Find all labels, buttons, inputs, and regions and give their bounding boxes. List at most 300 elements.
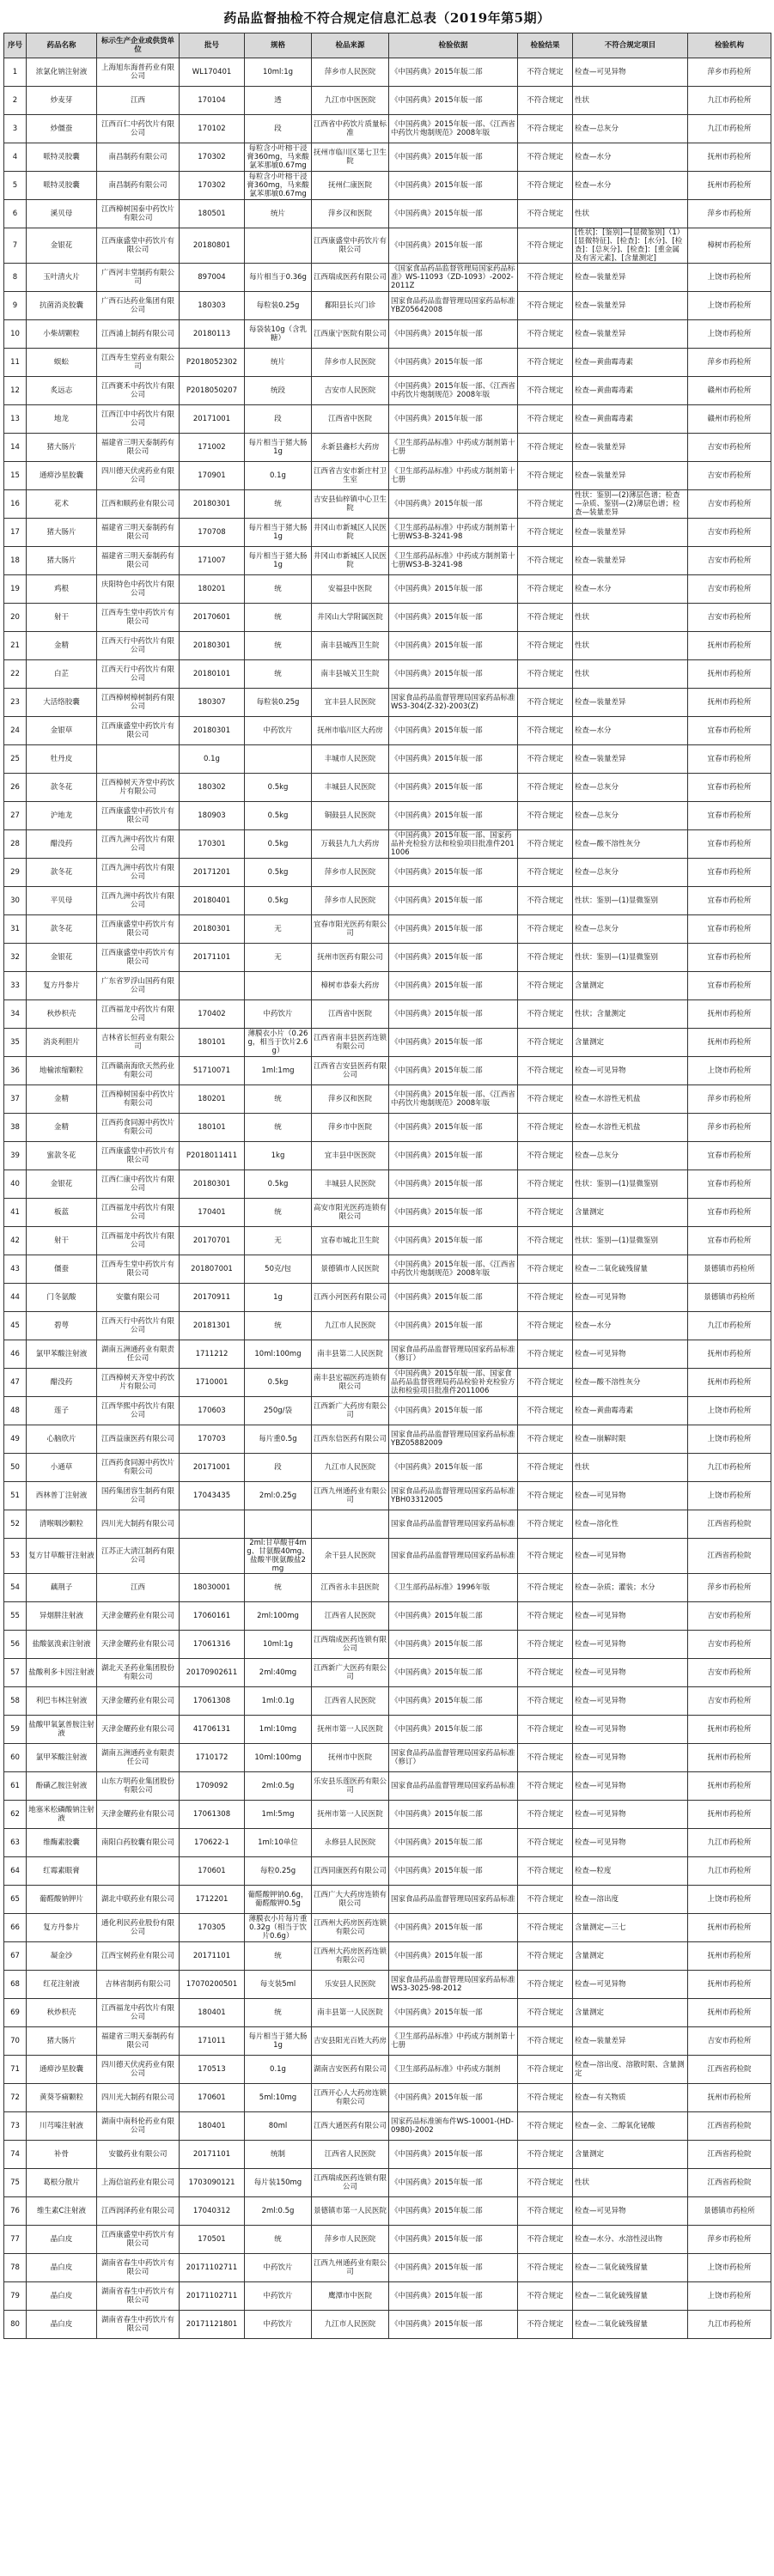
cell-lab: 景德镇市药检所 xyxy=(688,2197,771,2226)
cell-manufacturer: 江西润泽药业有限公司 xyxy=(97,2197,180,2226)
cell-result: 不符合规定 xyxy=(518,1255,573,1284)
cell-manufacturer: 四川光大制药有限公司 xyxy=(97,2084,180,2112)
cell-lab: 樟树市药检所 xyxy=(688,228,771,264)
table-row xyxy=(4,1114,771,1142)
cell-batch: 20170701 xyxy=(180,1227,245,1255)
cell-index: 23 xyxy=(4,689,27,717)
cell-batch: 170622-1 xyxy=(180,1829,245,1857)
cell-failed-item: 性状：鉴别—(1)显微鉴别 xyxy=(573,944,688,972)
cell-lab: 抚州市药检所 xyxy=(688,1340,771,1369)
cell-spec: 10ml:1g xyxy=(245,1631,312,1659)
cell-lab: 抚州市药检所 xyxy=(688,1029,771,1057)
cell-failed-item: 检查—可见异物 xyxy=(573,1829,688,1857)
cell-batch: 20170911 xyxy=(180,1284,245,1312)
cell-batch: 20180301 xyxy=(180,1170,245,1199)
table-row xyxy=(4,1170,771,1199)
cell-basis: 《中国药典》2015年版二部 xyxy=(389,58,518,87)
table-row xyxy=(4,434,771,462)
cell-batch: 171007 xyxy=(180,547,245,575)
cell-index: 80 xyxy=(4,2311,27,2339)
cell-manufacturer: 福建省三明天泰制药有限公司 xyxy=(97,2027,180,2056)
cell-lab: 宜春市药检所 xyxy=(688,717,771,745)
cell-manufacturer: 江西江中中药饮片有限公司 xyxy=(97,405,180,434)
cell-drug-name: 藕荆子 xyxy=(27,1574,97,1602)
cell-source: 南丰县城西卫生院 xyxy=(312,632,389,660)
cell-basis: 国家食品药品监督管理局国家药品标准（修订） xyxy=(389,1744,518,1772)
cell-lab: 九江市药检所 xyxy=(688,1312,771,1340)
cell-lab: 吉安市药检所 xyxy=(688,490,771,519)
cell-drug-name: 炒僵蚕 xyxy=(27,115,97,143)
table-row xyxy=(4,1454,771,1482)
table-row xyxy=(4,200,771,228)
cell-manufacturer: 天津金耀药业有限公司 xyxy=(97,1801,180,1829)
cell-failed-item: 检查—可见异物 xyxy=(573,1602,688,1631)
table-row xyxy=(4,1914,771,1942)
cell-drug-name: 牡丹皮 xyxy=(27,745,97,774)
cell-manufacturer: 南阳白药胶囊有限公司 xyxy=(97,1829,180,1857)
cell-index: 43 xyxy=(4,1255,27,1284)
cell-basis: 《中国药典》2015年版一部 xyxy=(389,1312,518,1340)
cell-drug-name: 蜈蚣 xyxy=(27,349,97,377)
cell-index: 14 xyxy=(4,434,27,462)
table-row xyxy=(4,2056,771,2084)
cell-spec: 每片相当于0.36g xyxy=(245,264,312,292)
cell-batch: 171011 xyxy=(180,2027,245,2056)
cell-result: 不符合规定 xyxy=(518,2056,573,2084)
cell-spec: 0.5kg xyxy=(245,887,312,915)
cell-failed-item: 检查—二氧化硫残留量 xyxy=(573,2311,688,2339)
cell-basis: 《中国药典》2015年版一部 xyxy=(389,1942,518,1971)
cell-lab: 宜春市药检所 xyxy=(688,1227,771,1255)
cell-lab: 吉安市药检所 xyxy=(688,1687,771,1716)
cell-result: 不符合规定 xyxy=(518,1857,573,1886)
cell-failed-item: 检查—水分、水溶性浸出物 xyxy=(573,2226,688,2254)
cell-batch: 20171101 xyxy=(180,2141,245,2169)
cell-spec: 中药饮片 xyxy=(245,717,312,745)
cell-failed-item: 检查—可见异物 xyxy=(573,1631,688,1659)
cell-index: 72 xyxy=(4,2084,27,2112)
cell-manufacturer: 安徽有限公司 xyxy=(97,1284,180,1312)
cell-drug-name: 抗菌消炎胶囊 xyxy=(27,292,97,320)
cell-result: 不符合规定 xyxy=(518,1687,573,1716)
cell-lab: 宜春市药检所 xyxy=(688,859,771,887)
cell-failed-item: 检查—装量差异 xyxy=(573,320,688,349)
cell-spec: 2ml:甘草酸苷4mg、甘氨酸40mg、盐酸半胱氨酸盐2mg xyxy=(245,1539,312,1574)
cell-manufacturer: 上海旭东海普药业有限公司 xyxy=(97,58,180,87)
cell-lab: 景德镇市药检所 xyxy=(688,1255,771,1284)
cell-spec: 统 xyxy=(245,604,312,632)
cell-source: 井冈山大学附属医院 xyxy=(312,604,389,632)
cell-result: 不符合规定 xyxy=(518,2084,573,2112)
cell-drug-name: 板蓝 xyxy=(27,1199,97,1227)
table-row xyxy=(4,377,771,405)
table-row xyxy=(4,172,771,200)
table-row xyxy=(4,1425,771,1454)
cell-failed-item: 性状：鉴别—(1)显微鉴别 xyxy=(573,1227,688,1255)
cell-source: 乐安县乐莲医药有限公司 xyxy=(312,1772,389,1801)
cell-result: 不符合规定 xyxy=(518,1510,573,1539)
cell-result: 不符合规定 xyxy=(518,1340,573,1369)
cell-index: 34 xyxy=(4,1000,27,1029)
cell-manufacturer: 湖南省春生中药饮片有限公司 xyxy=(97,2254,180,2282)
cell-result: 不符合规定 xyxy=(518,58,573,87)
cell-source: 江西东信医药有限公司 xyxy=(312,1425,389,1454)
cell-result: 不符合规定 xyxy=(518,1659,573,1687)
cell-batch: 180401 xyxy=(180,2112,245,2141)
table-row xyxy=(4,2027,771,2056)
cell-result: 不符合规定 xyxy=(518,944,573,972)
cell-manufacturer: 广东省罗浮山国药有限公司 xyxy=(97,972,180,1000)
cell-basis: 国家食品药品监督管理局国家药品标准WS3-304(Z-32)-2003(Z) xyxy=(389,689,518,717)
cell-drug-name: 利巴韦林注射液 xyxy=(27,1687,97,1716)
cell-source: 江西州大药房医药连锁有限公司 xyxy=(312,1942,389,1971)
cell-lab: 江西省药检院 xyxy=(688,2169,771,2197)
cell-failed-item: 性状：鉴别—(2)薄层色谱；检查—杂质、鉴别—(2)薄层色谱；检查—装量差异 xyxy=(573,490,688,519)
cell-spec: 250g/袋 xyxy=(245,1397,312,1425)
cell-spec: 统 xyxy=(245,632,312,660)
cell-batch: 170513 xyxy=(180,2056,245,2084)
cell-spec xyxy=(245,228,312,264)
cell-result: 不符合规定 xyxy=(518,2112,573,2141)
cell-spec: 2ml:40mg xyxy=(245,1659,312,1687)
cell-basis: 《中国药典》2015年版一部 xyxy=(389,349,518,377)
cell-source: 萍乡市人民医院 xyxy=(312,58,389,87)
cell-result: 不符合规定 xyxy=(518,1312,573,1340)
cell-source: 江西省南丰县医药连锁有限公司 xyxy=(312,1029,389,1057)
cell-drug-name: 酚磺乙胺注射液 xyxy=(27,1772,97,1801)
cell-manufacturer: 湖北中联药业有限公司 xyxy=(97,1886,180,1914)
cell-manufacturer: 江西仁康中药饮片有限公司 xyxy=(97,1170,180,1199)
cell-manufacturer xyxy=(97,745,180,774)
cell-failed-item: 检查—有关物质 xyxy=(573,2084,688,2112)
table-row xyxy=(4,1199,771,1227)
cell-batch: P2018011411 xyxy=(180,1142,245,1170)
cell-batch: 20180101 xyxy=(180,660,245,689)
table-row xyxy=(4,1539,771,1574)
cell-lab: 抚州市药检所 xyxy=(688,632,771,660)
cell-lab: 九江市药检所 xyxy=(688,1829,771,1857)
cell-source: 安福县中医院 xyxy=(312,575,389,604)
cell-spec: 0.5kg xyxy=(245,830,312,859)
cell-result: 不符合规定 xyxy=(518,1999,573,2027)
cell-failed-item: 检查—崩解时限 xyxy=(573,1425,688,1454)
cell-lab: 上饶市药检所 xyxy=(688,2254,771,2282)
cell-manufacturer: 江西九洲中药饮片有限公司 xyxy=(97,887,180,915)
cell-index: 44 xyxy=(4,1284,27,1312)
cell-manufacturer: 江西康盛堂中药饮片有限公司 xyxy=(97,915,180,944)
cell-batch: 170601 xyxy=(180,1857,245,1886)
cell-index: 6 xyxy=(4,200,27,228)
cell-result: 不符合规定 xyxy=(518,1057,573,1085)
cell-batch: 180401 xyxy=(180,1999,245,2027)
table-row xyxy=(4,660,771,689)
cell-index: 3 xyxy=(4,115,27,143)
cell-batch: 17061308 xyxy=(180,1687,245,1716)
cell-batch: 20171102711 xyxy=(180,2254,245,2282)
cell-source: 景德镇市第一人民医院 xyxy=(312,2197,389,2226)
cell-manufacturer: 江西福龙中药饮片有限公司 xyxy=(97,1999,180,2027)
cell-spec: 10ml:1g xyxy=(245,58,312,87)
cell-drug-name: 异烟肼注射液 xyxy=(27,1602,97,1631)
cell-index: 78 xyxy=(4,2254,27,2282)
cell-lab: 萍乡市药检所 xyxy=(688,58,771,87)
cell-failed-item: 检查—溶化性 xyxy=(573,1510,688,1539)
cell-drug-name: 晶白皮 xyxy=(27,2282,97,2311)
cell-failed-item: 检查—装量差异 xyxy=(573,2027,688,2056)
cell-failed-item: 性状：鉴别—(1)显微鉴别 xyxy=(573,887,688,915)
cell-result: 不符合规定 xyxy=(518,87,573,115)
cell-source: 抚州市第一人民医院 xyxy=(312,1801,389,1829)
cell-basis: 国家食品药品监督管理局国家药品标准 xyxy=(389,1539,518,1574)
table-row xyxy=(4,143,771,172)
cell-index: 41 xyxy=(4,1199,27,1227)
cell-source xyxy=(312,1510,389,1539)
cell-failed-item: 检查—可见异物 xyxy=(573,1284,688,1312)
table-row xyxy=(4,1772,771,1801)
cell-basis: 《中国药典》2015年版一部 xyxy=(389,2169,518,2197)
cell-index: 4 xyxy=(4,143,27,172)
cell-failed-item: 检查—可见异物 xyxy=(573,1744,688,1772)
cell-drug-name: 玉叶清火片 xyxy=(27,264,97,292)
cell-basis: 国家食品药品监督管理局国家药品标准YBH03312005 xyxy=(389,1482,518,1510)
cell-failed-item: 检查—装量差异 xyxy=(573,462,688,490)
cell-source: 永修县人民医院 xyxy=(312,1829,389,1857)
cell-spec xyxy=(245,972,312,1000)
cell-basis: 《中国药典》2015年版一部、《江西省中药饮片炮制规范》2008年版 xyxy=(389,377,518,405)
cell-basis: 《中国药典》2015年版一部 xyxy=(389,490,518,519)
cell-index: 35 xyxy=(4,1029,27,1057)
cell-failed-item: 检查—二氧化硫残留量 xyxy=(573,2254,688,2282)
cell-drug-name: 款冬花 xyxy=(27,774,97,802)
cell-lab: 宜春市药检所 xyxy=(688,830,771,859)
cell-result: 不符合规定 xyxy=(518,2027,573,2056)
cell-spec: 每片装150mg xyxy=(245,2169,312,2197)
cell-failed-item: 检查—水分 xyxy=(573,575,688,604)
cell-lab: 上饶市药检所 xyxy=(688,1482,771,1510)
cell-basis: 《中国药典》2015年版一部 xyxy=(389,2084,518,2112)
cell-batch: 20180113 xyxy=(180,320,245,349)
cell-lab: 抚州市药检所 xyxy=(688,1914,771,1942)
cell-index: 61 xyxy=(4,1772,27,1801)
cell-lab: 宜春市药检所 xyxy=(688,802,771,830)
cell-source: 丰城市人民医院 xyxy=(312,745,389,774)
cell-spec: 统片 xyxy=(245,349,312,377)
cell-batch: 20180301 xyxy=(180,717,245,745)
table-row xyxy=(4,1142,771,1170)
table-row xyxy=(4,1397,771,1425)
cell-index: 28 xyxy=(4,830,27,859)
cell-index: 68 xyxy=(4,1971,27,1999)
cell-batch: 20171001 xyxy=(180,1454,245,1482)
cell-drug-name: 心脑欣片 xyxy=(27,1425,97,1454)
cell-batch: 1711212 xyxy=(180,1340,245,1369)
cell-failed-item: 检查—装量差异 xyxy=(573,264,688,292)
table-row xyxy=(4,2311,771,2339)
cell-manufacturer: 江西寿生堂中药饮片有限公司 xyxy=(97,1255,180,1284)
cell-drug-name: 补骨 xyxy=(27,2141,97,2169)
cell-basis: 《卫生部药品标准》1996年版 xyxy=(389,1574,518,1602)
cell-result: 不符合规定 xyxy=(518,2169,573,2197)
cell-lab: 宜春市药检所 xyxy=(688,972,771,1000)
cell-basis: 国家食品药品监督管理局国家药品标准 xyxy=(389,1886,518,1914)
cell-lab: 吉安市药检所 xyxy=(688,1602,771,1631)
cell-source: 余干县人民医院 xyxy=(312,1539,389,1574)
cell-result: 不符合规定 xyxy=(518,802,573,830)
cell-index: 8 xyxy=(4,264,27,292)
cell-spec: 统 xyxy=(245,1574,312,1602)
cell-drug-name: 鸡根 xyxy=(27,575,97,604)
cell-drug-name: 射干 xyxy=(27,1227,97,1255)
cell-manufacturer: 江西康盛堂中药饮片有限公司 xyxy=(97,717,180,745)
cell-source: 鹰潭市中医院 xyxy=(312,2282,389,2311)
cell-lab: 宜春市药检所 xyxy=(688,887,771,915)
cell-spec: 统 xyxy=(245,1199,312,1227)
cell-failed-item: 检查—水分 xyxy=(573,143,688,172)
cell-failed-item: 检查—杂质；灌装；水分 xyxy=(573,1574,688,1602)
cell-spec: 每片相当于猪大肠1g xyxy=(245,434,312,462)
cell-index: 67 xyxy=(4,1942,27,1971)
table-row xyxy=(4,1057,771,1085)
cell-basis: 国家药品标准颁布件WS-10001-(HD-0980)-2002 xyxy=(389,2112,518,2141)
cell-failed-item: 检查—金、二醇氧化铋酸 xyxy=(573,2112,688,2141)
cell-lab: 上饶市药检所 xyxy=(688,292,771,320)
cell-index: 19 xyxy=(4,575,27,604)
cell-spec: 每粒装0.25g xyxy=(245,292,312,320)
cell-manufacturer: 江西康盛堂中药饮片有限公司 xyxy=(97,944,180,972)
table-row xyxy=(4,320,771,349)
cell-manufacturer: 江西药食同源中药饮片有限公司 xyxy=(97,1114,180,1142)
cell-manufacturer: 江西天行中药饮片有限公司 xyxy=(97,660,180,689)
cell-batch: 41706131 xyxy=(180,1716,245,1744)
cell-spec: 段 xyxy=(245,1454,312,1482)
cell-result: 不符合规定 xyxy=(518,1716,573,1744)
cell-basis: 《中国药典》2015年版一部 xyxy=(389,859,518,887)
cell-result: 不符合规定 xyxy=(518,1000,573,1029)
cell-manufacturer: 江西福龙中药饮片有限公司 xyxy=(97,1000,180,1029)
cell-result: 不符合规定 xyxy=(518,689,573,717)
cell-source: 江西州大药房医药连锁有限公司 xyxy=(312,1914,389,1942)
cell-spec: 每粒含小叶榕干浸膏360mg，马来酸氯苯那敏0.67mg xyxy=(245,143,312,172)
cell-result: 不符合规定 xyxy=(518,2282,573,2311)
cell-spec: 中药饮片 xyxy=(245,2254,312,2282)
cell-batch: 20171102711 xyxy=(180,2282,245,2311)
cell-index: 45 xyxy=(4,1312,27,1340)
cell-drug-name: 金银花 xyxy=(27,1170,97,1199)
cell-index: 48 xyxy=(4,1397,27,1425)
cell-batch: 20171101 xyxy=(180,944,245,972)
cell-lab: 萍乡市药检所 xyxy=(688,1085,771,1114)
cell-drug-name: 射干 xyxy=(27,604,97,632)
cell-drug-name: 金银花 xyxy=(27,228,97,264)
cell-spec: 2ml:100mg xyxy=(245,1602,312,1631)
cell-failed-item: 检查—总灰分 xyxy=(573,802,688,830)
cell-lab: 九江市药检所 xyxy=(688,115,771,143)
cell-index: 57 xyxy=(4,1659,27,1687)
table-row xyxy=(4,1085,771,1114)
cell-index: 70 xyxy=(4,2027,27,2056)
cell-spec: 每粒装0.25g xyxy=(245,689,312,717)
cell-basis: 《卫生部药品标准》中药成方制剂 xyxy=(389,2056,518,2084)
cell-source: 江西瑞成医药连锁有限公司 xyxy=(312,2169,389,2197)
cell-spec: 50克/包 xyxy=(245,1255,312,1284)
cell-failed-item: 检查—可见异物 xyxy=(573,2197,688,2226)
cell-manufacturer: 江西赣南海欣天然药业有限公司 xyxy=(97,1057,180,1085)
cell-source: 景德镇市人民医院 xyxy=(312,1255,389,1284)
cell-drug-name: 沪地龙 xyxy=(27,802,97,830)
header-lab: 检验机构 xyxy=(688,33,771,58)
cell-spec: 段 xyxy=(245,405,312,434)
table-row xyxy=(4,1716,771,1744)
cell-failed-item: 检查—可见异物 xyxy=(573,1971,688,1999)
cell-index: 75 xyxy=(4,2169,27,2197)
cell-lab: 赣州市药检所 xyxy=(688,377,771,405)
cell-batch: 20180301 xyxy=(180,632,245,660)
cell-source: 江西九州通药业有限公司 xyxy=(312,1482,389,1510)
cell-lab: 宜春市药检所 xyxy=(688,1142,771,1170)
cell-batch: 17061308 xyxy=(180,1801,245,1829)
cell-drug-name: 金银花 xyxy=(27,944,97,972)
cell-lab: 江西省药检院 xyxy=(688,2112,771,2141)
cell-failed-item: 性状 xyxy=(573,87,688,115)
cell-spec: 1ml:5mg xyxy=(245,1801,312,1829)
table-row xyxy=(4,1687,771,1716)
cell-drug-name: 猪大肠片 xyxy=(27,547,97,575)
cell-drug-name: 葛根分散片 xyxy=(27,2169,97,2197)
cell-failed-item: 性状 xyxy=(573,1454,688,1482)
cell-index: 32 xyxy=(4,944,27,972)
cell-source: 鄱阳县长兴门诊 xyxy=(312,292,389,320)
header-spec: 规格 xyxy=(245,33,312,58)
cell-failed-item: 含量测定 xyxy=(573,972,688,1000)
cell-source: 江西省中医院 xyxy=(312,405,389,434)
table-row xyxy=(4,2084,771,2112)
cell-manufacturer: 江西和顺药业有限公司 xyxy=(97,490,180,519)
cell-manufacturer: 湖南五洲通药业有限责任公司 xyxy=(97,1340,180,1369)
cell-spec: 统 xyxy=(245,660,312,689)
cell-manufacturer: 江西药食同源中药饮片有限公司 xyxy=(97,1454,180,1482)
cell-spec: 10ml:100mg xyxy=(245,1340,312,1369)
cell-spec: 无 xyxy=(245,1227,312,1255)
cell-lab: 吉安市药检所 xyxy=(688,575,771,604)
cell-drug-name: 红花注射液 xyxy=(27,1971,97,1999)
cell-lab: 吉安市药检所 xyxy=(688,462,771,490)
cell-manufacturer: 江西康盛堂中药饮片有限公司 xyxy=(97,802,180,830)
table-row xyxy=(4,2141,771,2169)
cell-spec: 统 xyxy=(245,1942,312,1971)
cell-drug-name: 金银草 xyxy=(27,717,97,745)
cell-source: 抚州仁康医院 xyxy=(312,172,389,200)
cell-batch: 20171101 xyxy=(180,1942,245,1971)
cell-index: 77 xyxy=(4,2226,27,2254)
cell-manufacturer: 江西康盛堂中药饮片有限公司 xyxy=(97,1142,180,1170)
cell-basis: 《中国药典》2015年版一部 xyxy=(389,2226,518,2254)
cell-result: 不符合规定 xyxy=(518,1914,573,1942)
cell-source: 抚州市临川区大药房 xyxy=(312,717,389,745)
cell-index: 52 xyxy=(4,1510,27,1539)
cell-spec: 统 xyxy=(245,490,312,519)
cell-drug-name: 红霉素眼膏 xyxy=(27,1857,97,1886)
table-row xyxy=(4,292,771,320)
cell-failed-item: 检查—装量差异 xyxy=(573,434,688,462)
table-row xyxy=(4,2197,771,2226)
cell-batch: 180501 xyxy=(180,200,245,228)
cell-manufacturer: 江西寿生堂中药饮片有限公司 xyxy=(97,604,180,632)
cell-spec: 每片重0.5g xyxy=(245,1425,312,1454)
cell-spec: 2ml:0.25g xyxy=(245,1482,312,1510)
header-index: 序号 xyxy=(4,33,27,58)
cell-result: 不符合规定 xyxy=(518,1631,573,1659)
cell-basis: 《中国药典》2015年版一部 xyxy=(389,887,518,915)
